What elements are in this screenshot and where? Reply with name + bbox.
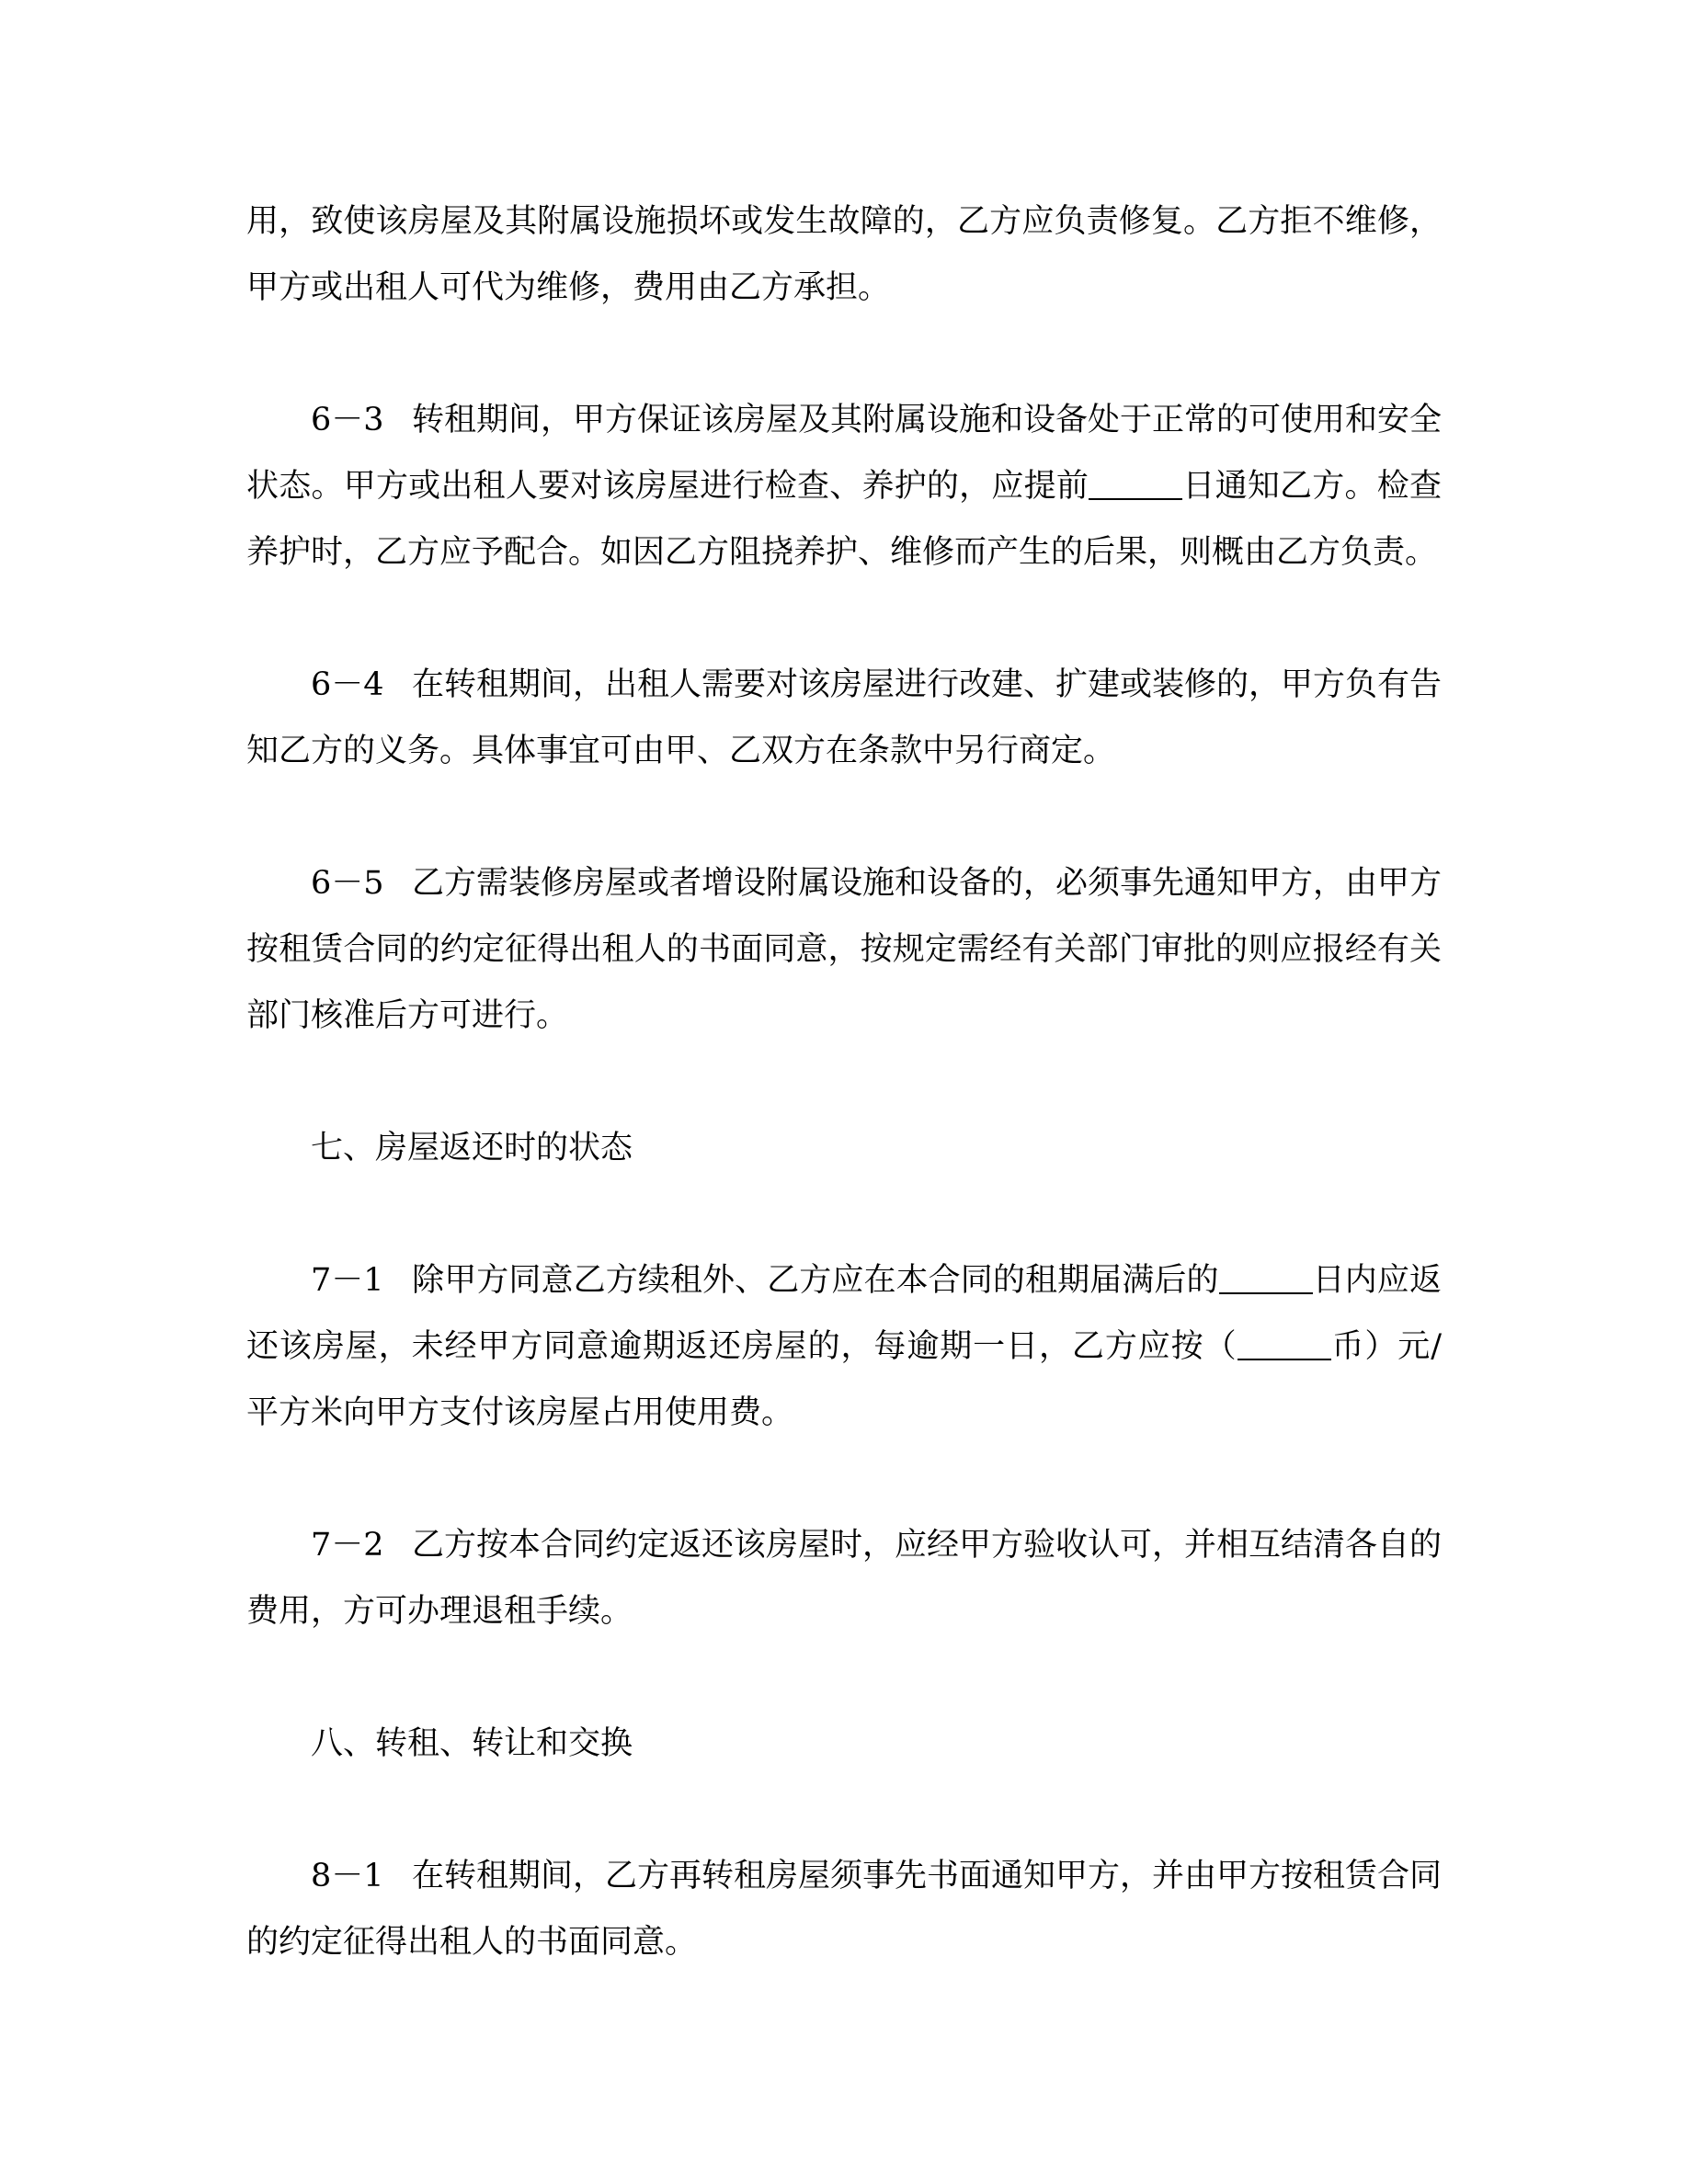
- clause-text: 乙方需装修房屋或者增设附属设施和设备的，必须事先通知甲方，由甲方按租赁合同的约定征得出租人的书面同意，按规定需经有关部门审批的则应报经有关部门核准后方可进行。: [246, 865, 1443, 1034]
- clause-text: 在转租期间，出租人需要对该房屋进行改建、扩建或装修的，甲方负有告知乙方的义务。具体事宜可由甲、乙双方在条款中另行商定。: [246, 666, 1443, 769]
- clause-8-1: [246, 1843, 1442, 1975]
- clause-text-part3: 币）元/平方米向甲方支付该房屋占用使用费。: [246, 1328, 1442, 1431]
- clause-number: 6－3: [311, 402, 384, 438]
- fill-in-blank-days-notice: [1089, 467, 1182, 500]
- clause-7-1: [246, 1247, 1442, 1446]
- clause-number: 7－1: [311, 1262, 384, 1299]
- clause-7-2: [246, 1512, 1442, 1644]
- document-body: [246, 188, 1442, 2042]
- clause-number: 6－5: [311, 865, 384, 902]
- fill-in-blank-currency: [1237, 1327, 1331, 1360]
- clause-text-part1: 除甲方同意乙方续租外、乙方应在本合同的租期届满后的: [412, 1262, 1219, 1299]
- clause-text-part2: 日内应返还该房屋，未经甲方同意逾期返还房屋的，每逾期一日，乙方应按（: [246, 1262, 1442, 1365]
- clause-6-3: [246, 387, 1442, 586]
- paragraph-text: 用，致使该房屋及其附属设施损坏或发生故障的，乙方应负责修复。乙方拒不维修，甲方或出租人可代为维修，费用由乙方承担。: [246, 203, 1442, 306]
- clause-text-part1: 转租期间，甲方保证该房屋及其附属设施和设备处于正常的可使用和安全状态。甲方或出租人要对该房屋进行检查、养护的，应提前: [246, 402, 1443, 505]
- heading-text: 八、转租、转让和交换: [311, 1725, 633, 1762]
- clause-number: 7－2: [311, 1527, 384, 1564]
- clause-text: 在转租期间，乙方再转租房屋须事先书面通知甲方，并由甲方按租赁合同的约定征得出租人的书面同意。: [246, 1858, 1443, 1961]
- clause-number: 8－1: [311, 1858, 384, 1894]
- fill-in-blank-days-return: [1219, 1261, 1313, 1294]
- heading-text: 七、房屋返还时的状态: [311, 1130, 633, 1166]
- clause-6-4: [246, 652, 1442, 784]
- section-8-heading: [246, 1711, 1442, 1777]
- section-7-heading: [246, 1115, 1442, 1181]
- clause-text-part2: 日通知乙方。检查养护时，乙方应予配合。如因乙方阻挠养护、维修而产生的后果，则概由乙方负责。: [246, 468, 1442, 571]
- clause-number: 6－4: [311, 666, 384, 703]
- clause-6-5: [246, 850, 1442, 1049]
- clause-text: 乙方按本合同约定返还该房屋时，应经甲方验收认可，并相互结清各自的费用，方可办理退租手续。: [246, 1527, 1443, 1630]
- paragraph-repair-continuation: [246, 188, 1442, 321]
